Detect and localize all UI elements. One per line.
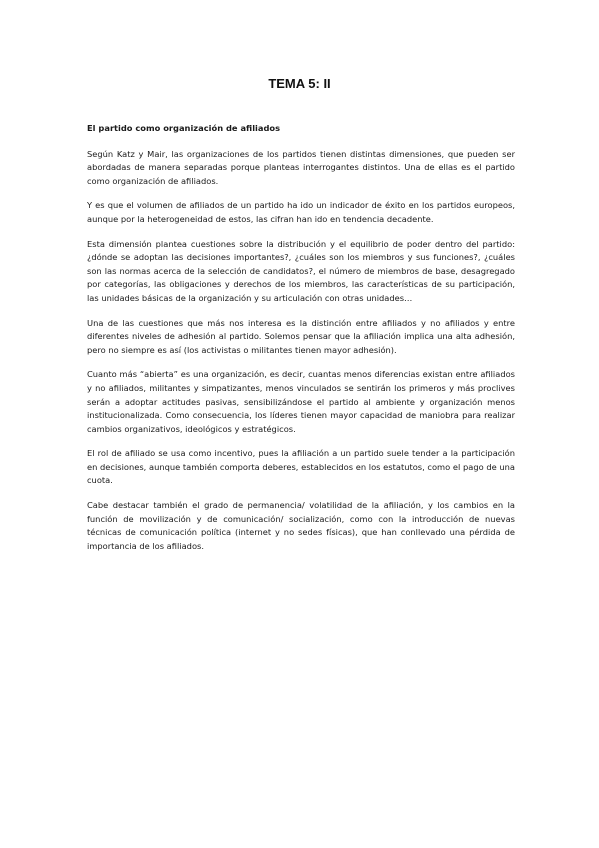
paragraph-5: Cuanto más “abierta” es una organización, es decir, cuantas menos diferencias existan entre afiliados y no afiliados, militantes y simpatizantes, menos vinculados se sentirán los primeros y más proclives serán a adoptar actitudes pasivas, sensibilizándose el partido al ambiente y organización menos institucionalizada. Como consecuencia, los líderes tienen mayor capacidad de maniobra para realizar cambios organizativos, ideológicos y estratégicos. — [87, 369, 515, 434]
paragraph-2: Y es que el volumen de afiliados de un partido ha ido un indicador de éxito en los partidos europeos, aunque por la heterogeneidad de estos, las cifran han ido en tendencia decadente. — [87, 200, 515, 224]
page-title: TEMA 5: II — [268, 76, 331, 91]
section-heading: El partido como organización de afiliados — [87, 123, 281, 133]
document-body — [87, 122, 515, 564]
paragraph-7: Cabe destacar también el grado de permanencia/ volatilidad de la afiliación, y los cambios en la función de movilización y de comunicación/ socialización, como con la introducción de nuevas técnicas de comunicación política (internet y no sedes físicas), que han conllevado una pérdida de importancia de los afiliados. — [87, 500, 515, 551]
paragraph-1: Según Katz y Mair, las organizaciones de los partidos tienen distintas dimensiones, que pueden ser abordadas de manera separadas porque planteas interrogantes distintos. Una de ellas es el partido como organización de afiliados. — [87, 148, 515, 186]
paragraph-3: Esta dimensión plantea cuestiones sobre la distribución y el equilibrio de poder dentro del partido: ¿dónde se adoptan las decisiones importantes?, ¿cuáles son los miembros y sus funciones?, ¿cuáles son las normas acerca de la selección de candidatos?, el número de miembros de base, desagregado por categorías, las obligaciones y derechos de los miembros, las características de su participación, las unidades básicas de la organización y su articulación con otras unidades… — [87, 238, 515, 303]
paragraph-4: Una de las cuestiones que más nos interesa es la distinción entre afiliados y no afiliados y entre diferentes niveles de adhesión al partido. Solemos pensar que la afiliación implica una alta adhesión, pero no siempre es así (los activistas o militantes tienen mayor adhesión). — [87, 317, 515, 355]
paragraph-6: El rol de afiliado se usa como incentivo, pues la afiliación a un partido suele tender a la participación en decisiones, aunque también comporta deberes, establecidos en los estatutos, como el pago de una cuota. — [87, 448, 515, 486]
